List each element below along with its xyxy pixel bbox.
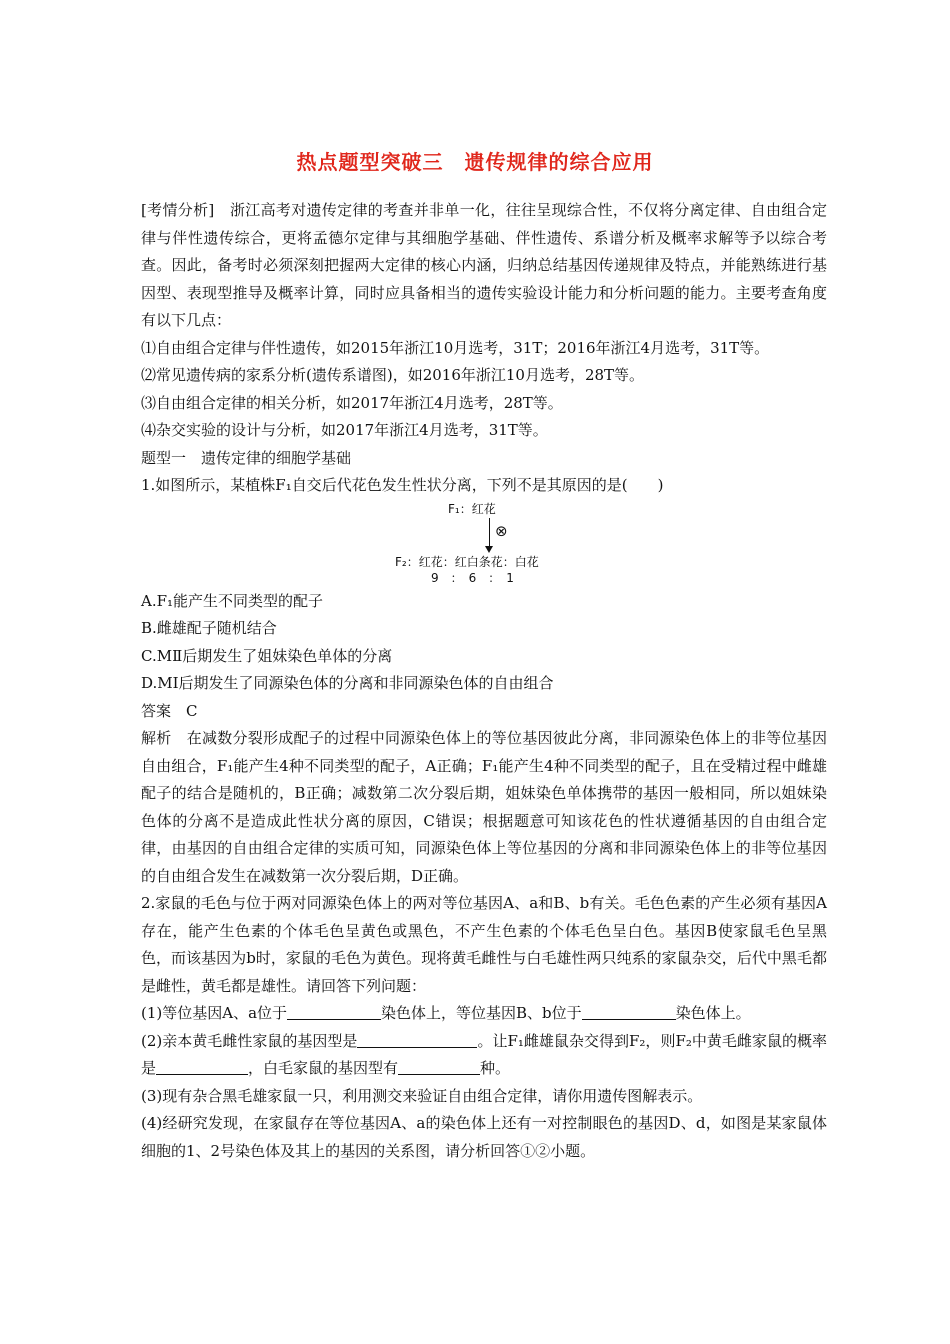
cross-diagram xyxy=(141,502,827,588)
answer: 答案 C xyxy=(141,701,198,720)
question-2-sub-2 xyxy=(141,1028,827,1083)
intro-text: 浙江高考对遗传定律的考查并非单一化，往往呈现综合性，不仅将分离定律、自由组合定律与伴性遗传综合，更将孟德尔定律与其细胞学基础、伴性遗传、系谱分析及概率求解等予以综合考查。因此，备考时必须深刻把握两大定律的核心内涵，归纳总结基因传递规律及特点，并能熟练进行基因型、表现型推导及概率计算，同时应具备相当的遗传实验设计能力和分析问题的能力。主要考查角度有以下几点： xyxy=(141,201,827,329)
option-a: A.F₁能产生不同类型的配子 xyxy=(141,591,324,610)
f2-ratio: 9 ： 6 ： 1 xyxy=(431,570,514,585)
document-body xyxy=(141,197,827,1165)
question-2-stem: 2.家鼠的毛色与位于两对同源染色体上的两对等位基因A、a和B、b有关。毛色色素的产生必须有基因A存在，能产生色素的个体毛色呈黄色或黑色，不产生色素的个体毛色呈白色。基因B使家鼠毛色呈黑色，而该基因为b时，家鼠的毛色为黄色。现将黄毛雌性与白毛雄性两只纯系的家鼠杂交，后代中黑毛都是雌性，黄毛都是雄性。请回答下列问题： xyxy=(141,894,827,995)
answer-blank[interactable] xyxy=(357,1031,477,1048)
point-4: ⑷杂交实验的设计与分析，如2017年浙江4月选考，31T等。 xyxy=(141,421,548,439)
option-b: B.雌雄配子随机结合 xyxy=(141,619,277,637)
question-2-sub-3: (3)现有杂合黑毛雄家鼠一只，利用测交来验证自由组合定律，请你用遗传图解表示。 xyxy=(141,1086,703,1105)
point-3: ⑶自由组合定律的相关分析，如2017年浙江4月选考，28T等。 xyxy=(141,393,563,412)
intro-label: [考情分析] xyxy=(141,201,215,219)
option-d: D.MⅠ后期发生了同源染色体的分离和非同源染色体的自由组合 xyxy=(141,674,554,692)
answer-blank[interactable] xyxy=(398,1058,480,1075)
f1-label: F₁：红花 xyxy=(448,501,496,516)
sub2-text-a: (2)亲本黄毛雌性家鼠的基因型是 xyxy=(141,1031,358,1050)
selfing-cross-symbol: ⊗ xyxy=(495,521,508,540)
section-heading: 题型一 遗传定律的细胞学基础 xyxy=(141,448,352,467)
intro-paragraph xyxy=(141,197,827,335)
sub1-text-a: (1)等位基因A、a位于 xyxy=(141,1004,288,1022)
answer-blank[interactable] xyxy=(582,1003,676,1020)
option-c: C.MⅡ后期发生了姐妹染色单体的分离 xyxy=(141,646,393,665)
question-2-sub-4: (4)经研究发现，在家鼠存在等位基因A、a的染色体上还有一对控制眼色的基因D、d，如图是某家鼠体细胞的1、2号染色体及其上的基因的关系图，请分析回答①②小题。 xyxy=(141,1114,827,1160)
answer-blank[interactable] xyxy=(156,1058,248,1075)
point-2: ⑵常见遗传病的家系分析(遗传系谱图)，如2016年浙江10月选考，28T等。 xyxy=(141,366,645,384)
f2-label: F₂：红花：红白条花：白花 xyxy=(395,554,539,569)
sub1-text-c: 染色体上。 xyxy=(675,1004,751,1022)
analysis: 解析 在减数分裂形成配子的过程中同源染色体上的等位基因彼此分离，非同源染色体上的非等位基因自由组合，F₁能产生4种不同类型的配子，A正确；F₁能产生4种不同类型的配子，且在受精过程中雌雄配子的结合是随机的，B正确；减数第二次分裂后期，姐妹染色单体携带的基因一般相同，所以姐妹染色体的分离不是造成此性状分离的原因，C错误；根据题意可知该花色的性状遵循基因的自由组合定律，由基因的自由组合定律的实质可知，同源染色体上等位基因的分离和非同源染色体上的非等位基因的自由组合发生在减数第一次分裂后期，D正确。 xyxy=(141,729,827,885)
question-1-stem: 1.如图所示，某植株F₁自交后代花色发生性状分离，下列不是其原因的是( ) xyxy=(141,476,664,494)
answer-blank[interactable] xyxy=(287,1003,381,1020)
sub1-text-b: 染色体上，等位基因B、b位于 xyxy=(381,1004,582,1022)
point-1: ⑴自由组合定律与伴性遗传，如2015年浙江10月选考，31T；2016年浙江4月选考，31T等。 xyxy=(141,338,770,357)
question-2-sub-1 xyxy=(141,1000,827,1028)
sub2-text-c: ，白毛家鼠的基因型有 xyxy=(248,1059,399,1077)
sub2-text-b: 。让F₁雌雄鼠杂交得到F₂，则F₂中黄毛雌家鼠的概率是 xyxy=(141,1031,828,1077)
sub2-text-d: 种。 xyxy=(480,1059,511,1077)
arrow-line xyxy=(489,518,490,548)
arrow-down-icon xyxy=(485,546,493,553)
page-title: 热点题型突破三 遗传规律的综合应用 xyxy=(296,150,654,174)
